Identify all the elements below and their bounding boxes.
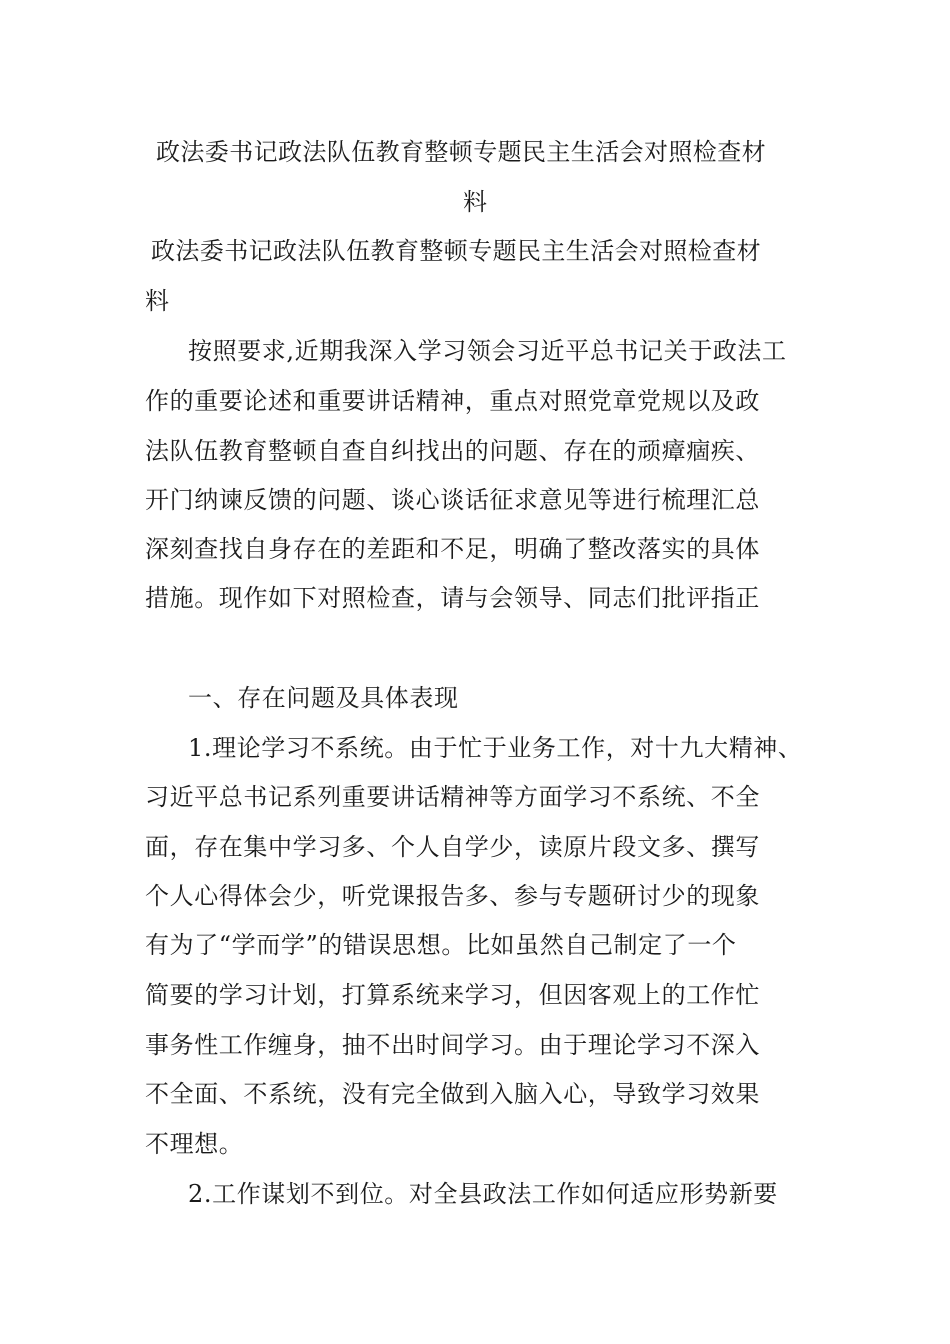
intro-paragraph-line: 法队伍教育整顿自查自纠找出的问题、存在的顽瘴痼疾、 xyxy=(145,437,760,465)
document-title-line-1: 政法委书记政法队伍教育整顿专题民主生活会对照检查材 xyxy=(156,138,766,166)
intro-paragraph-line: 按照要求,近期我深入学习领会习近平总书记关于政法工 xyxy=(188,337,787,365)
document-subtitle-line-1: 政法委书记政法队伍教育整顿专题民主生活会对照检查材 xyxy=(151,237,761,265)
document-title-line-2: 料 xyxy=(463,188,488,216)
item1-line: 1.理论学习不系统。由于忙于业务工作，对十九大精神、 xyxy=(188,734,803,762)
item1-line: 不全面、不系统，没有完全做到入脑入心，导致学习效果 xyxy=(145,1080,760,1108)
item1-line: 个人心得体会少，听党课报告多、参与专题研讨少的现象 xyxy=(145,882,760,910)
item1-line: 习近平总书记系列重要讲话精神等方面学习不系统、不全 xyxy=(145,783,760,811)
item2-line: 2.工作谋划不到位。对全县政法工作如何适应形势新要 xyxy=(188,1180,778,1208)
item1-line: 面，存在集中学习多、个人自学少，读原片段文多、撰写 xyxy=(145,833,760,861)
item1-line: 简要的学习计划，打算系统来学习，但因客观上的工作忙 xyxy=(145,981,760,1009)
document-subtitle-line-2: 料 xyxy=(145,287,170,315)
intro-paragraph-line: 措施。现作如下对照检查，请与会领导、同志们批评指正 xyxy=(145,584,760,612)
intro-paragraph-line: 开门纳谏反馈的问题、谈心谈话征求意见等进行梳理汇总 xyxy=(145,486,760,514)
intro-paragraph-line: 深刻查找自身存在的差距和不足，明确了整改落实的具体 xyxy=(145,535,760,563)
section-heading: 一、存在问题及具体表现 xyxy=(188,684,459,712)
item1-line: 事务性工作缠身，抽不出时间学习。由于理论学习不深入 xyxy=(145,1031,760,1059)
intro-paragraph-line: 作的重要论述和重要讲话精神，重点对照党章党规以及政 xyxy=(145,387,760,415)
item1-line: 有为了“学而学”的错误思想。比如虽然自己制定了一个 xyxy=(145,931,737,959)
item1-line: 不理想。 xyxy=(145,1130,244,1158)
